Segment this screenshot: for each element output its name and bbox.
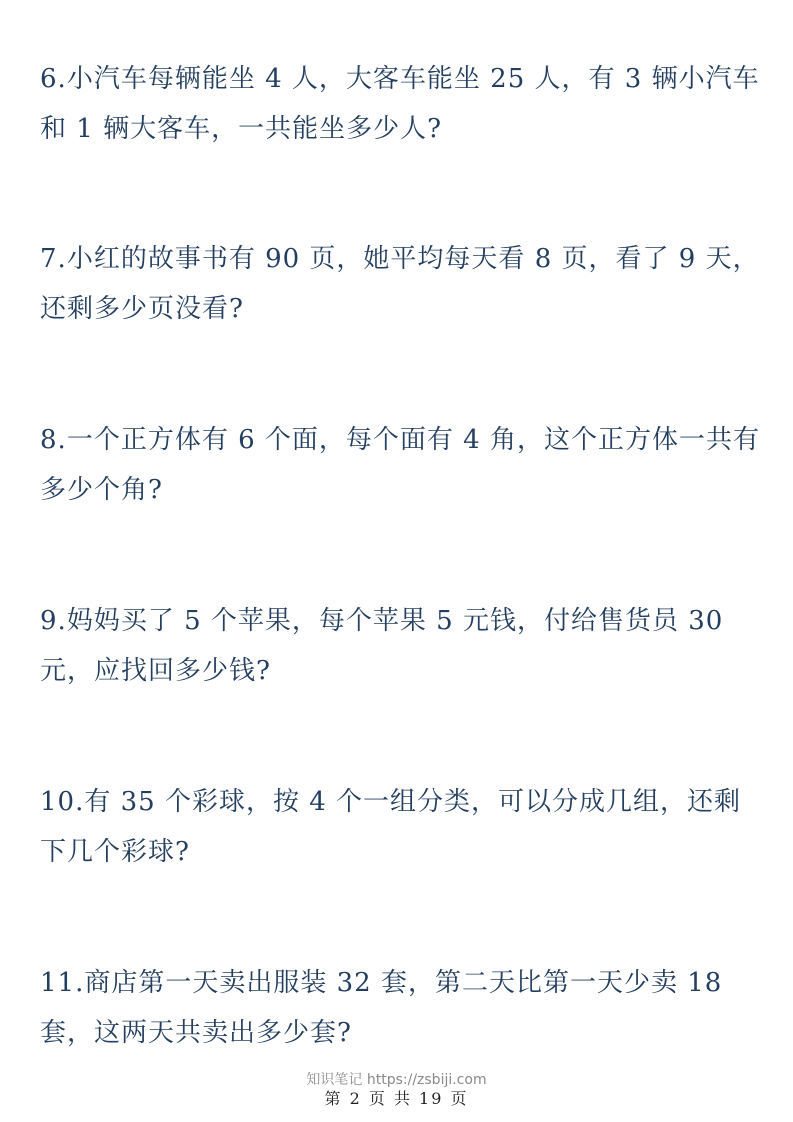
question-11 <box>40 958 760 1058</box>
question-number: 10. <box>40 787 85 817</box>
question-text: 一个正方体有 6 个面，每个面有 4 角，这个正方体一共有多少个角? <box>40 425 760 505</box>
watermark-text: 知识笔记 https://zsbiji.com <box>306 1072 487 1088</box>
question-text: 妈妈买了 5 个苹果，每个苹果 5 元钱，付给售货员 30 元，应找回多少钱? <box>40 606 724 686</box>
question-9 <box>40 596 760 696</box>
question-number: 6. <box>40 64 67 94</box>
page-footer: 第 2 页 共 19 页 <box>324 1089 469 1108</box>
question-number: 9. <box>40 606 67 636</box>
question-10 <box>40 777 760 877</box>
question-number: 11. <box>40 968 85 998</box>
question-8 <box>40 415 760 515</box>
question-text: 商店第一天卖出服装 32 套，第二天比第一天少卖 18 套，这两天共卖出多少套? <box>40 968 723 1048</box>
question-number: 7. <box>40 244 67 274</box>
question-text: 小红的故事书有 90 页，她平均每天看 8 页，看了 9 天，还剩多少页没看? <box>40 244 760 324</box>
question-number: 8. <box>40 425 67 455</box>
question-text: 有 35 个彩球，按 4 个一组分类，可以分成几组，还剩下几个彩球? <box>40 787 742 867</box>
question-7 <box>40 234 760 334</box>
question-6 <box>40 54 760 154</box>
question-text: 小汽车每辆能坐 4 人，大客车能坐 25 人，有 3 辆小汽车和 1 辆大客车，一共能坐多少人? <box>40 64 760 144</box>
